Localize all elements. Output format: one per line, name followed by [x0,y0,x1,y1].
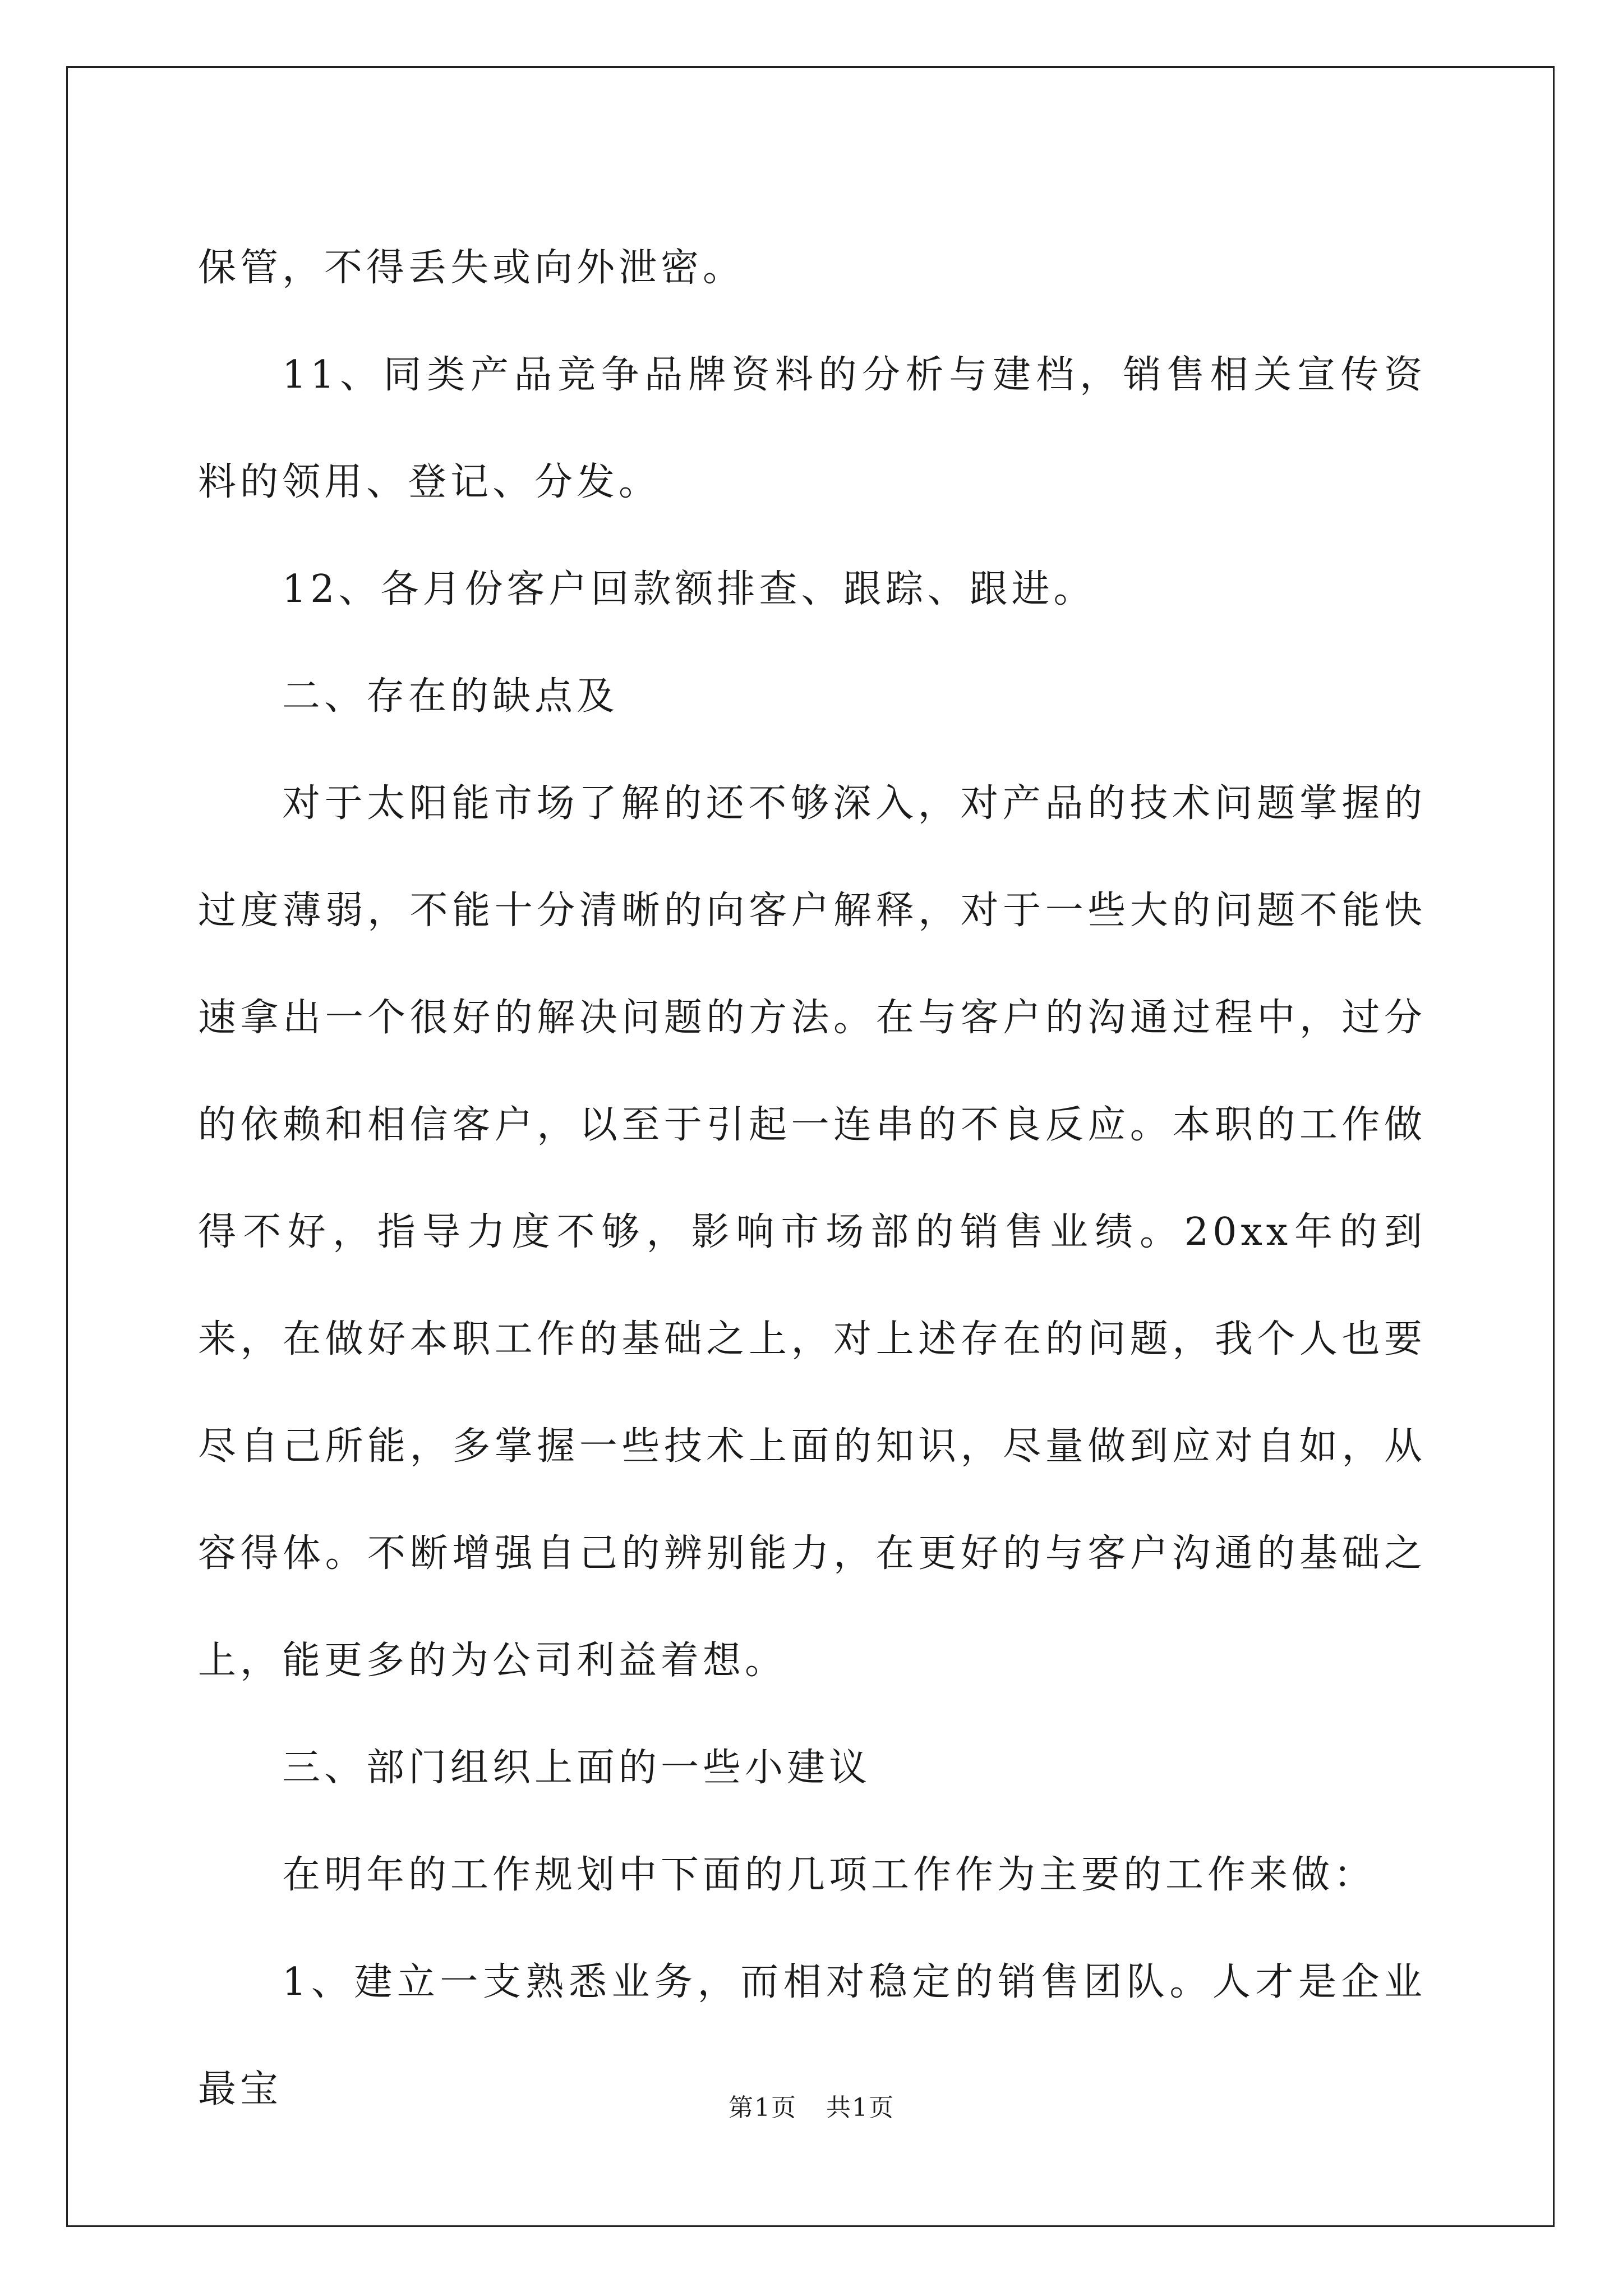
paragraph: 11、同类产品竞争品牌资料的分析与建档，销售相关宣传资料的领用、登记、分发。 [198,353,1426,504]
page-number-current: 第1页 [728,2093,797,2122]
page-number-total: 共1页 [826,2093,895,2122]
page-footer [0,2091,1623,2125]
section-heading: 二、存在的缺点及 [282,674,619,719]
paragraph: 12、各月份客户回款额排查、跟踪、跟进。 [282,567,1096,611]
document-body [198,214,1426,2143]
paragraph: 1、建立一支熟悉业务，而相对稳定的销售团队。人才是企业最宝 [198,1960,1426,2111]
section-heading: 三、部门组织上面的一些小建议 [282,1746,872,1790]
paragraph: 在明年的工作规划中下面的几项工作作为主要的工作来做： [282,1853,1376,1897]
paragraph: 保管，不得丢失或向外泄密。 [198,246,745,290]
paragraph: 对于太阳能市场了解的还不够深入，对产品的技术问题掌握的过度薄弱，不能十分清晰的向客户解释，对于一些大的问题不能快速拿出一个很好的解决问题的方法。在与客户的沟通过程中，过分的依赖和相信客户，以至于引起一连串的不良反应。本职的工作做得不好，指导力度不够，影响市场部的销售业绩。20xx年的到来，在做好本职工作的基础之上，对上述存在的问题，我个人也要尽自己所能，多掌握一些技术上面的知识，尽量做到应对自如，从容得体。不断增强自己的辨别能力，在更好的与客户沟通的基础之上，能更多的为公司利益着想。 [198,781,1426,1683]
